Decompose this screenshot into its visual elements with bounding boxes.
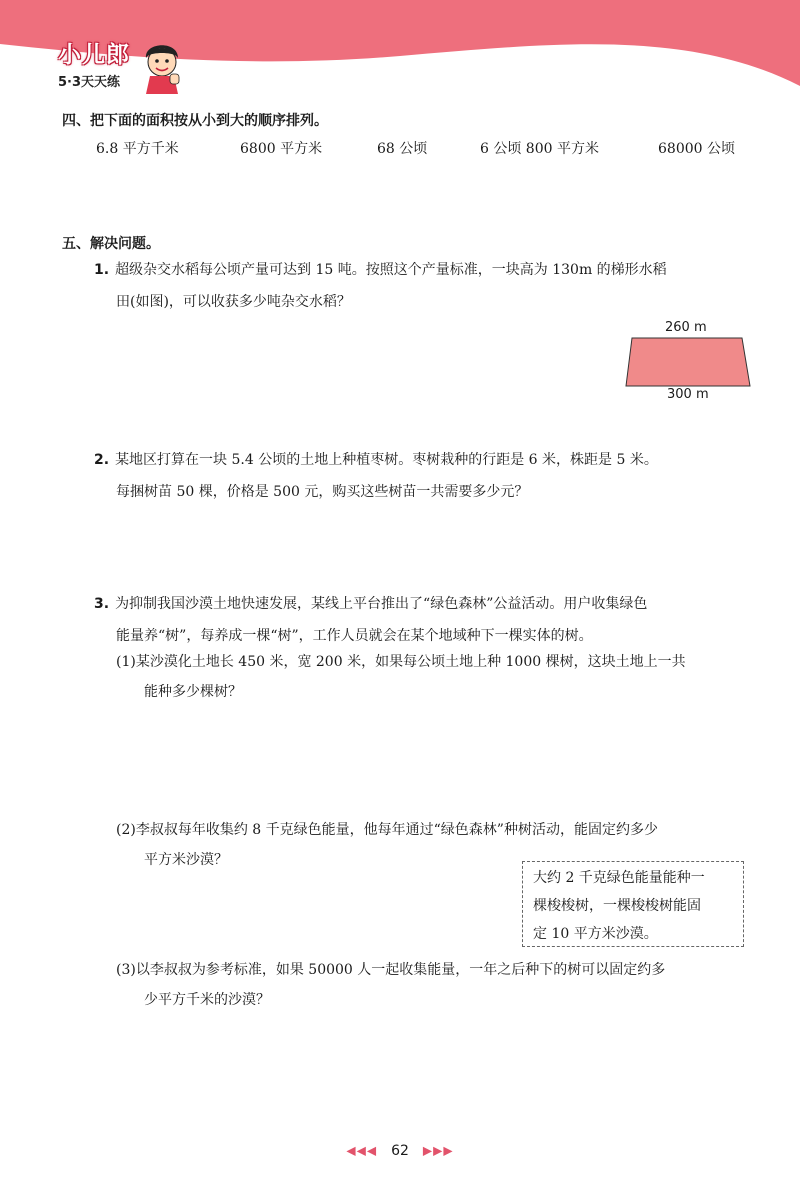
left-arrows-icon: ◀◀◀ <box>346 1143 378 1158</box>
subquestion-3-line2: 少平方千米的沙漠？ <box>144 992 270 1008</box>
trapezoid-bottom-label: 300 m <box>667 387 709 402</box>
question-number: 1. <box>94 262 110 278</box>
subquestion-2: (2)李叔叔每年收集约 8 千克绿色能量，他每年通过“绿色森林”种树活动，能固定约多少 <box>116 822 658 838</box>
area-item: 68 公顷 <box>377 141 428 157</box>
question-3-line2: 能量养“树”，每养成一棵“树”，工作人员就会在某个地域种下一棵实体的树。 <box>116 628 593 644</box>
trapezoid-top-label: 260 m <box>665 320 707 335</box>
subquestion-3: (3)以李叔叔为参考标准，如果 50000 人一起收集能量，一年之后种下的树可以固定约多 <box>116 962 666 978</box>
mascot-icon <box>138 36 184 94</box>
question-text: 某地区打算在一块 5.4 公顷的土地上种植枣树。枣树栽种的行距是 6 米，株距是 5 米。 <box>115 452 658 468</box>
hint-line: 定 10 平方米沙漠。 <box>533 926 658 942</box>
question-1-line2: 田(如图)，可以收获多少吨杂交水稻？ <box>116 294 351 310</box>
brand-logo <box>58 36 130 90</box>
question-3 <box>94 588 647 620</box>
section5-title: 五、解决问题。 <box>62 236 160 252</box>
brand-name: 小儿郎 <box>58 42 130 68</box>
question-number: 3. <box>94 596 110 612</box>
question-2 <box>94 444 658 476</box>
trapezoid-figure <box>624 336 754 388</box>
hint-line: 大约 2 千克绿色能量能种一 <box>533 870 705 886</box>
area-item: 6 公顷 800 平方米 <box>480 141 599 157</box>
page-footer <box>0 1140 800 1159</box>
area-item: 6800 平方米 <box>240 141 323 157</box>
question-text: 为抑制我国沙漠土地快速发展，某线上平台推出了“绿色森林”公益活动。用户收集绿色 <box>115 596 648 612</box>
right-arrows-icon: ▶▶▶ <box>422 1143 454 1158</box>
brand-series: 5·3天天练 <box>58 75 121 90</box>
question-1 <box>94 254 667 286</box>
hint-line: 棵梭梭树，一棵梭梭树能固 <box>533 898 701 914</box>
question-2-line2: 每捆树苗 50 棵，价格是 500 元，购买这些树苗一共需要多少元？ <box>116 484 529 500</box>
subquestion-1: (1)某沙漠化土地长 450 米，宽 200 米，如果每公顷土地上种 1000 棵树，这块土地上一共 <box>116 654 686 670</box>
subquestion-1-line2: 能种多少棵树？ <box>144 684 242 700</box>
hint-box <box>522 861 744 947</box>
question-number: 2. <box>94 452 110 468</box>
section4-title: 四、把下面的面积按从小到大的顺序排列。 <box>62 113 328 129</box>
question-text: 超级杂交水稻每公顷产量可达到 15 吨。按照这个产量标准，一块高为 130m 的梯形水稻 <box>115 262 667 278</box>
page-number: 62 <box>391 1142 409 1159</box>
subquestion-2-line2: 平方米沙漠？ <box>144 852 228 868</box>
area-item: 6.8 平方千米 <box>96 141 179 157</box>
area-item: 68000 公顷 <box>658 141 735 157</box>
